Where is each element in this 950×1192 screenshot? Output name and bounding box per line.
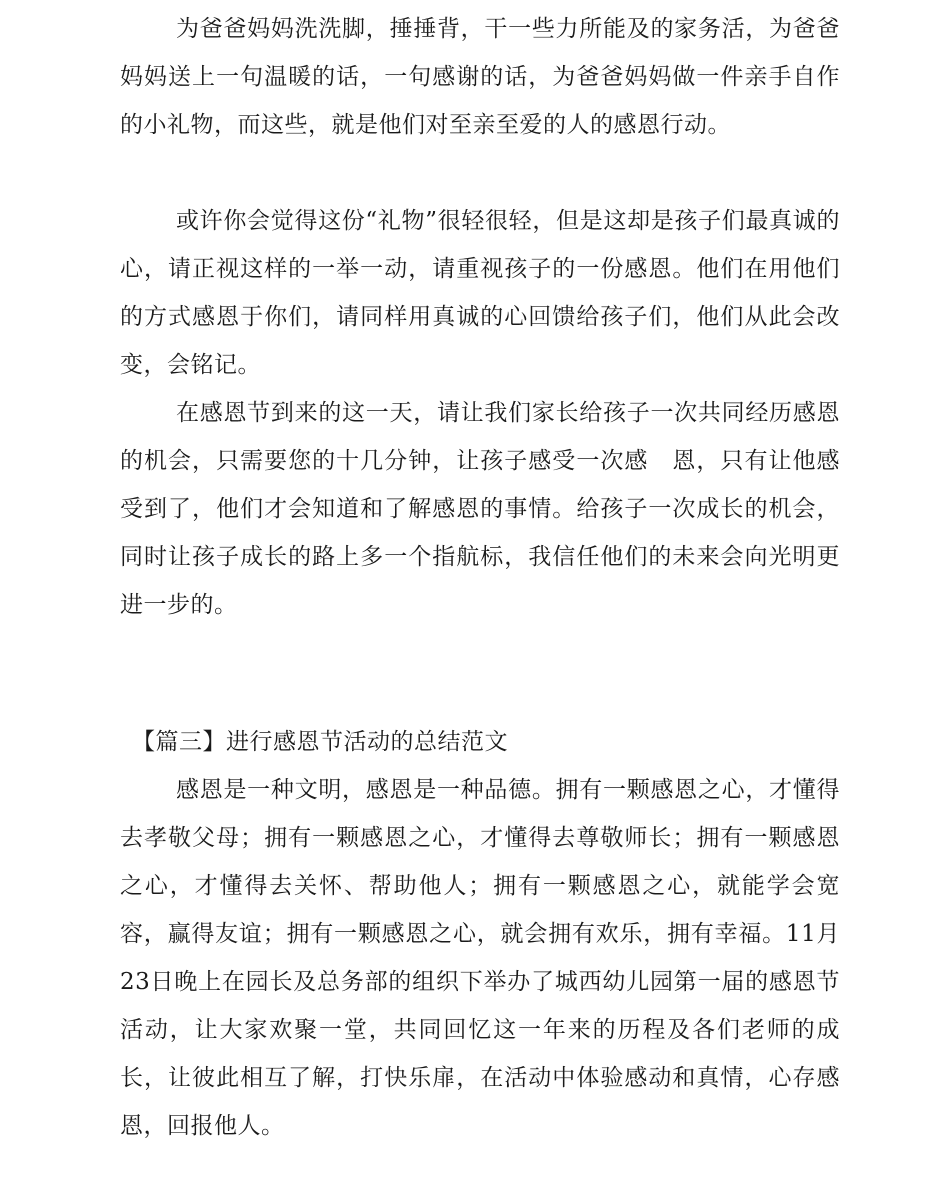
paragraph-2: 或许你会觉得这份“礼物”很轻很轻，但是这却是孩子们最真诚的心，请正视这样的一举一动，请重视孩子的一份感恩。他们在用他们的方式感恩于你们，请同样用真诚的心回馈给孩子们，他们从此会改变，会铭记。 [120, 208, 840, 378]
paragraph-3: 在感恩节到来的这一天，请让我们家长给孩子一次共同经历感恩的机会，只需要您的十几分钟，让孩子感受一次感 恩，只有让他感受到了，他们才会知道和了解感恩的事情。给孩子一次成长的机会，同时让孩子成长的路上多一个指航标，我信任他们的未来会向光明更进一步的。 [120, 400, 840, 618]
paragraph-1: 为爸爸妈妈洗洗脚，捶捶背，干一些力所能及的家务活，为爸爸妈妈送上一句温暖的话，一句感谢的话，为爸爸妈妈做一件亲手自作的小礼物，而这些，就是他们对至亲至爱的人的感恩行动。 [120, 16, 840, 138]
section-paragraph-1: 感恩是一种文明，感恩是一种品德。拥有一颗感恩之心，才懂得去孝敬父母；拥有一颗感恩之心，才懂得去尊敬师长；拥有一颗感恩之心，才懂得去关怀、帮助他人；拥有一颗感恩之心，就能学会宽容，赢得友谊；拥有一颗感恩之心，就会拥有欢乐，拥有幸福。11月23日晚上在园长及总务部的组织下举办了城西幼儿园第一届的感恩节活动，让大家欢聚一堂，共同回忆这一年来的历程及各们老师的成长，让彼此相互了解，打快乐扉，在活动中体验感动和真情，心存感恩，回报他人。 [120, 777, 840, 1139]
section-heading: 【篇三】进行感恩节活动的总结范文 [132, 729, 508, 755]
